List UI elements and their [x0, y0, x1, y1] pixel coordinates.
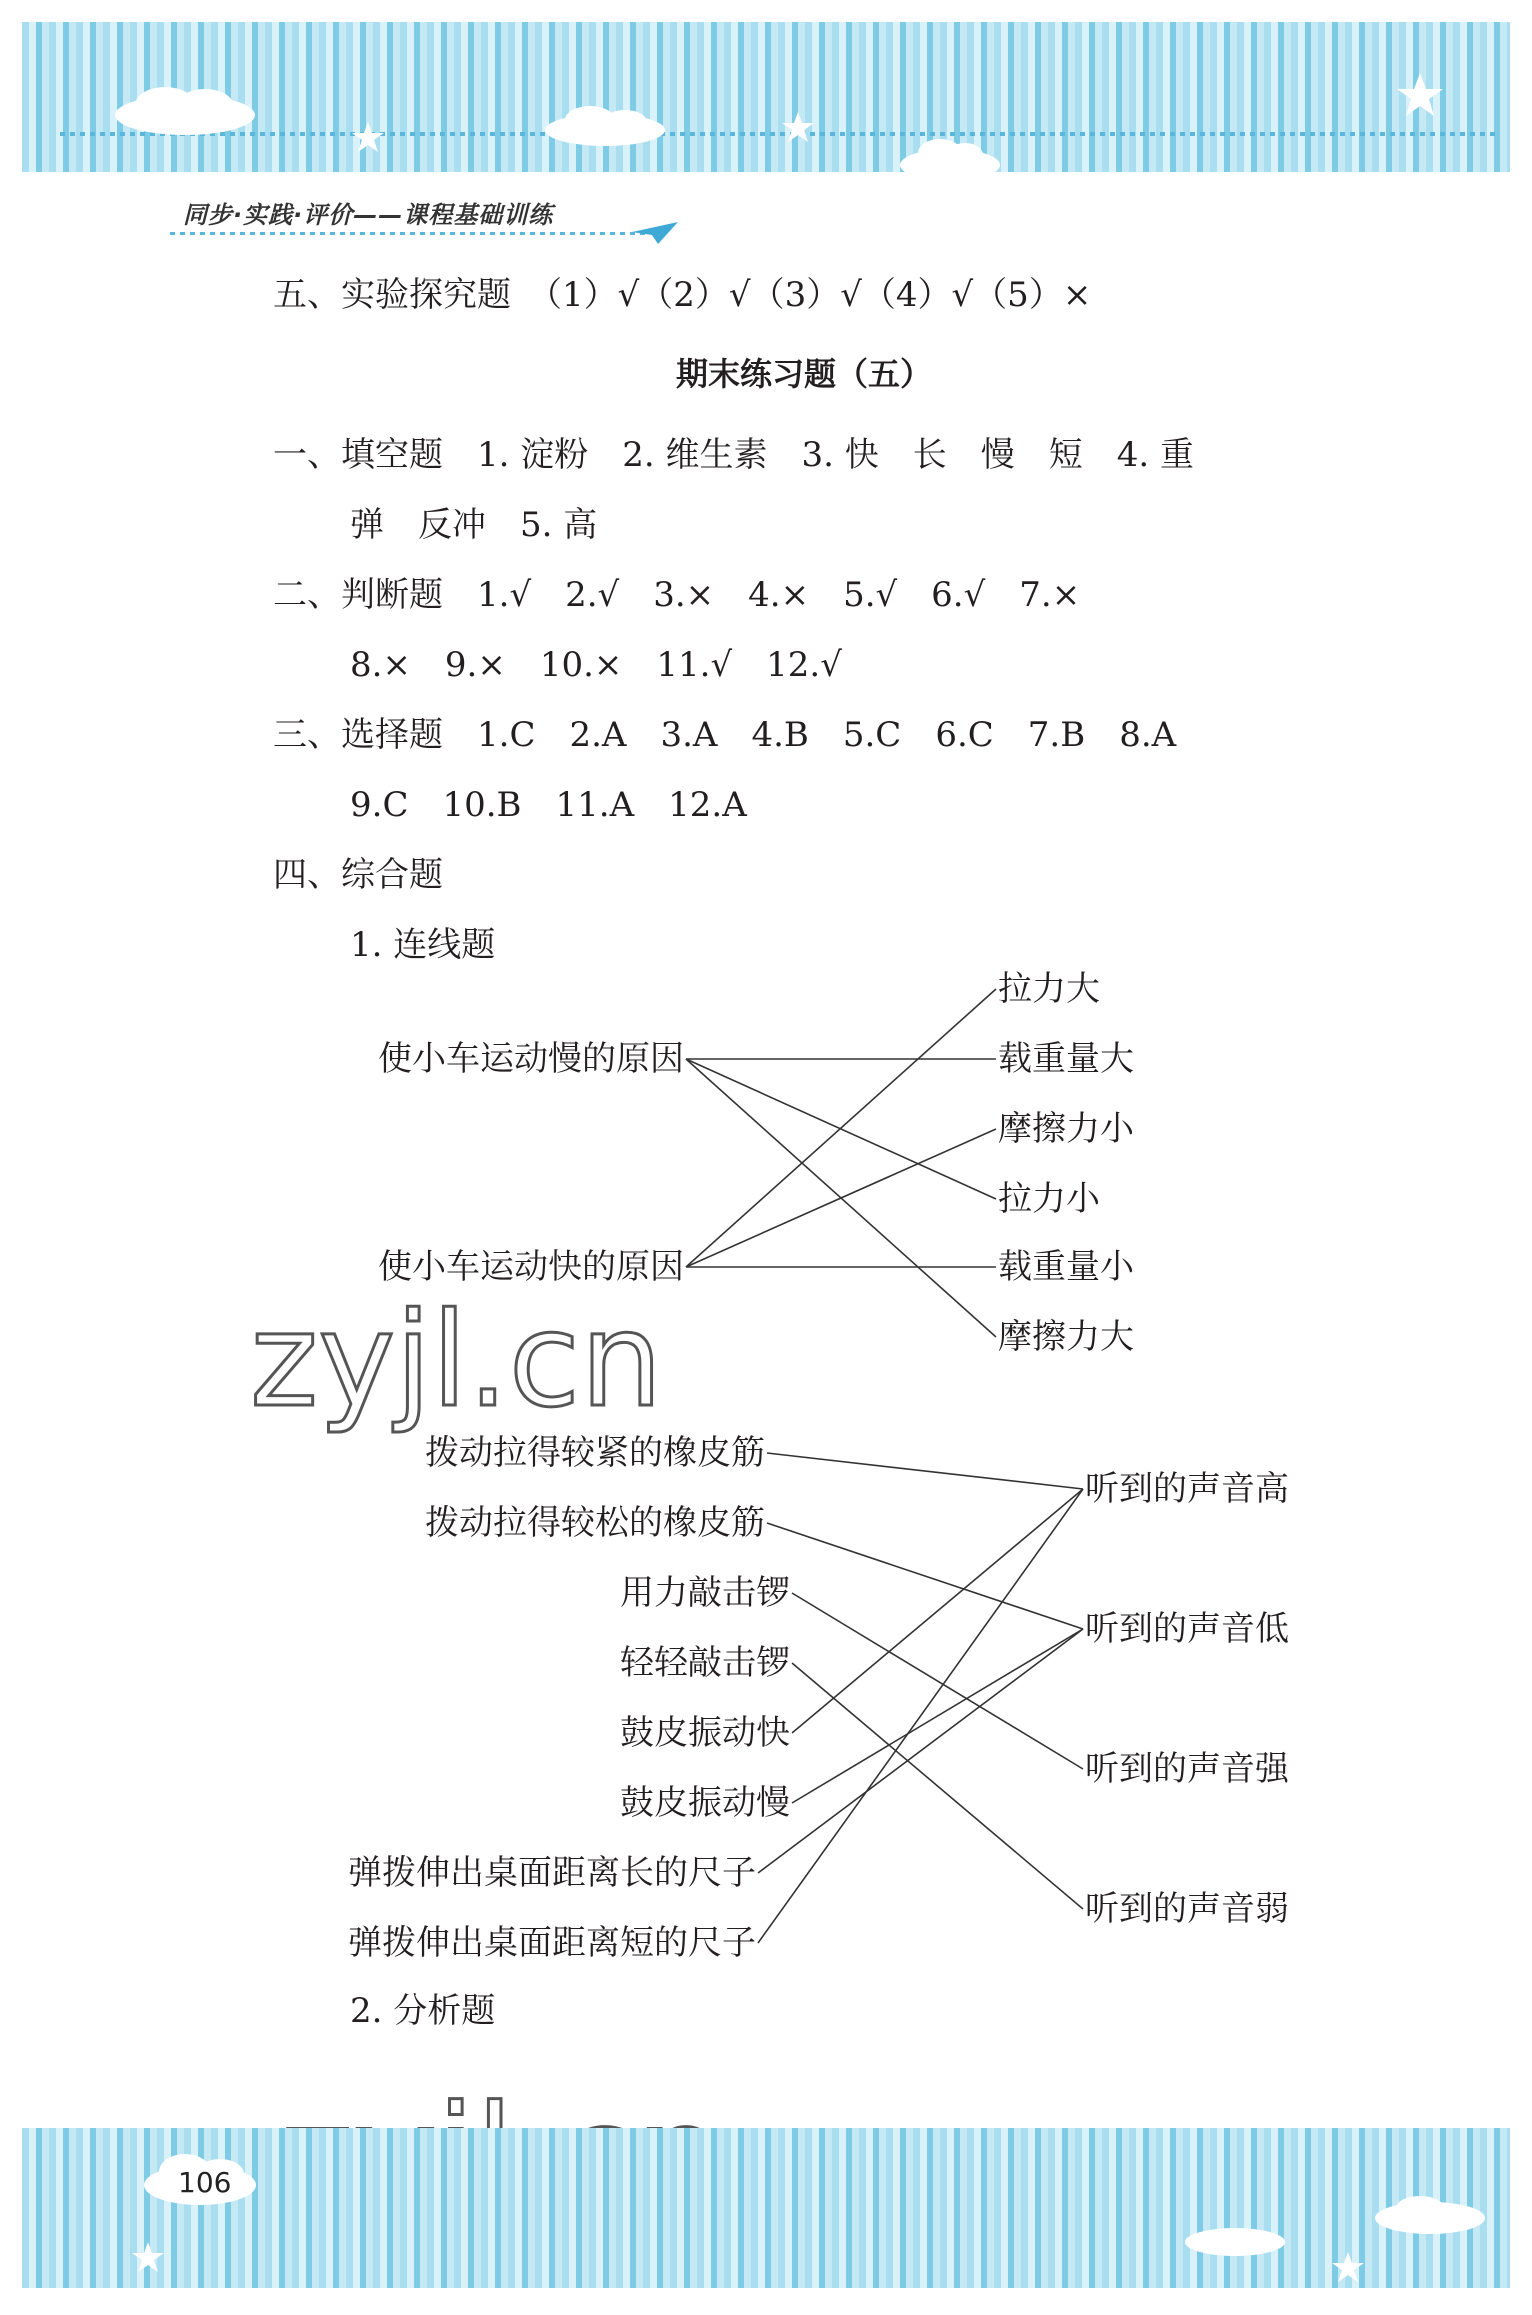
- matching-subheading: 1. 连线题: [350, 925, 496, 965]
- match2-left-item: 拨动拉得较松的橡皮筋: [425, 1503, 765, 1543]
- choice-line-2: 9.C 10.B 11.A 12.A: [350, 785, 747, 825]
- choice-line-1: 三、选择题 1.C 2.A 3.A 4.B 5.C 6.C 7.B 8.A: [273, 715, 1177, 755]
- match1-right-item: 载重量小: [998, 1247, 1134, 1287]
- fill-blank-line-2: 弹 反冲 5. 高: [350, 505, 598, 545]
- cloud-icon: [1370, 2190, 1490, 2240]
- match1-connection-line: [686, 1129, 996, 1267]
- experiment-answers: 五、实验探究题 （1）√（2）√（3）√（4）√（5）×: [273, 275, 1092, 315]
- match1-left-item: 使小车运动快的原因: [378, 1247, 684, 1287]
- match2-right-item: 听到的声音弱: [1085, 1889, 1289, 1929]
- series-title: 同步·实践·评价——课程基础训练: [183, 201, 554, 229]
- fill-blank-line-1: 一、填空题 1. 淀粉 2. 维生素 3. 快 长 慢 短 4. 重: [273, 435, 1194, 475]
- match2-right-item: 听到的声音低: [1085, 1609, 1289, 1649]
- match2-left-item: 鼓皮振动慢: [620, 1783, 790, 1823]
- comprehensive-heading: 四、综合题: [273, 855, 443, 895]
- section-title: 期末练习题（五）: [676, 355, 933, 393]
- match2-connection-line: [767, 1453, 1083, 1489]
- page-number: 106: [178, 2166, 232, 2199]
- judge-line-2: 8.× 9.× 10.× 11.√ 12.√: [350, 645, 842, 685]
- cloud-icon: [1180, 2220, 1290, 2260]
- match2-left-item: 拨动拉得较紧的橡皮筋: [425, 1433, 765, 1473]
- match1-right-item: 拉力小: [998, 1179, 1100, 1219]
- match2-left-item: 轻轻敲击锣: [620, 1643, 790, 1683]
- analysis-subheading: 2. 分析题: [350, 1991, 496, 2031]
- match2-left-item: 用力敲击锣: [620, 1573, 790, 1613]
- match2-right-item: 听到的声音高: [1085, 1469, 1289, 1509]
- match2-left-item: 弹拨伸出桌面距离短的尺子: [348, 1923, 756, 1963]
- star-icon: [130, 2240, 166, 2276]
- watermark-logo: [250, 1290, 730, 1440]
- match1-right-item: 载重量大: [998, 1039, 1134, 1079]
- match2-left-item: 弹拨伸出桌面距离长的尺子: [348, 1853, 756, 1893]
- match1-connection-line: [686, 989, 996, 1267]
- match2-connection-line: [792, 1663, 1083, 1909]
- match1-right-item: 摩擦力小: [998, 1109, 1134, 1149]
- judge-line-1: 二、判断题 1.√ 2.√ 3.× 4.× 5.√ 6.√ 7.×: [273, 575, 1081, 615]
- match2-left-item: 鼓皮振动快: [620, 1713, 790, 1753]
- match2-right-item: 听到的声音强: [1085, 1749, 1289, 1789]
- star-icon: [1330, 2250, 1366, 2286]
- match1-left-item: 使小车运动慢的原因: [378, 1039, 684, 1079]
- match1-right-item: 拉力大: [998, 969, 1100, 1009]
- match2-connection-line: [758, 1629, 1083, 1873]
- match2-connection-line: [792, 1593, 1083, 1769]
- match2-connection-line: [792, 1629, 1083, 1803]
- svg-text:zyjl.cn: zyjl.cn: [250, 1290, 663, 1436]
- match2-connection-line: [758, 1489, 1083, 1943]
- match2-connection-line: [767, 1523, 1083, 1629]
- match1-right-item: 摩擦力大: [998, 1317, 1134, 1357]
- match2-connection-line: [792, 1489, 1083, 1733]
